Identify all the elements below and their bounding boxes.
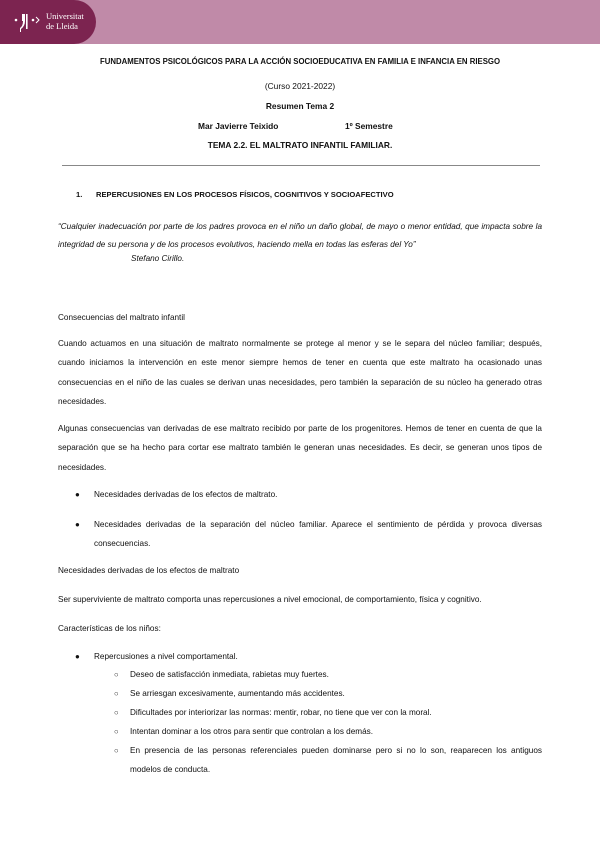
bullet-icon: ● — [75, 520, 80, 529]
logo-line1: Universitat — [46, 11, 84, 21]
paragraph: Ser superviviente de maltrato comporta unas repercusiones a nivel emocional, de comportamiento, física y cognitivo. — [58, 595, 482, 604]
university-name — [46, 11, 84, 31]
quote: “Cualquier inadecuación por parte de los padres provoca en el niño un daño global, de mayo o menor entidad, que impacta sobre la integridad de su persona y de los procesos evolutivos, haciendo mella en todas las esferas del Yo” — [58, 222, 542, 249]
sub-list-item: Se arriesgan excesivamente, aumentando más accidentes. — [130, 689, 345, 698]
sub-list-item: Dificultades por interiorizar las normas: mentir, robar, no tiene que ver con la moral. — [130, 708, 432, 717]
sub-bullet-icon: ○ — [114, 670, 119, 679]
topic-title: TEMA 2.2. EL MALTRATO INFANTIL FAMILIAR. — [207, 140, 393, 150]
divider — [62, 165, 540, 166]
section-number: 1. — [76, 190, 83, 199]
bullet-icon: ● — [75, 490, 80, 499]
author-name: Mar Javierre Teixido — [198, 121, 279, 131]
list-item: Necesidades derivadas de la separación del núcleo familiar. Aparece el sentimiento de pérdida y provoca diversas consecuencias. — [94, 520, 542, 549]
sub-list-item: Intentan dominar a los otros para sentir que controlan a los demás. — [130, 727, 374, 736]
sub-bullet-icon: ○ — [114, 746, 119, 755]
university-crest-icon — [12, 11, 42, 33]
document-title: FUNDAMENTOS PSICOLÓGICOS PARA LA ACCIÓN SOCIOEDUCATIVA EN FAMILIA E INFANCIA EN RIESGO — [99, 57, 501, 66]
paragraph: Cuando actuamos en una situación de maltrato normalmente se protege al menor y se le separa del núcleo familiar; después, cuando iniciamos la intervención en este menor siempre hemos de tener en cuenta que este maltrato ha ocasionado unas consecuencias en el niño de las cuales se derivan unas necesidades, pero también la separación de su núcleo ha generado otras necesidades. — [58, 339, 542, 406]
university-logo — [0, 0, 96, 44]
sub-list-item: Deseo de satisfacción inmediata, rabietas muy fuertes. — [130, 670, 329, 679]
sub-bullet-icon: ○ — [114, 689, 119, 698]
children-heading: Características de los niños: — [58, 624, 161, 633]
section-title: REPERCUSIONES EN LOS PROCESOS FÍSICOS, COGNITIVOS Y SOCIOAFECTIVO — [96, 190, 394, 199]
semester-label: 1º Semestre — [345, 121, 393, 131]
sub-list-item: En presencia de las personas referenciales pueden dominarse pero si no lo son, reaparecen los antiguos modelos de conducta. — [130, 746, 542, 774]
sub-bullet-icon: ○ — [114, 708, 119, 717]
sub-bullet-icon: ○ — [114, 727, 119, 736]
list-item: Repercusiones a nivel comportamental. — [94, 652, 238, 661]
list-item: Necesidades derivadas de los efectos de maltrato. — [94, 490, 278, 499]
paragraph: Algunas consecuencias van derivadas de ese maltrato recibido por parte de los progenitores. Hemos de tener en cuenta de que la separación que se ha hecho para cortar ese maltrato también le generan unas necesidades. Es decir, se generan unos tipos de necesidades. — [58, 424, 542, 472]
consequences-heading: Consecuencias del maltrato infantil — [58, 313, 185, 322]
logo-line2: de Lleida — [46, 21, 78, 31]
summary-label: Resumen Tema 2 — [265, 101, 335, 111]
course-year: (Curso 2021-2022) — [264, 81, 336, 91]
needs-heading: Necesidades derivadas de los efectos de maltrato — [58, 566, 240, 575]
bullet-icon: ● — [75, 652, 80, 661]
quote-author: Stefano Cirillo. — [131, 254, 185, 263]
